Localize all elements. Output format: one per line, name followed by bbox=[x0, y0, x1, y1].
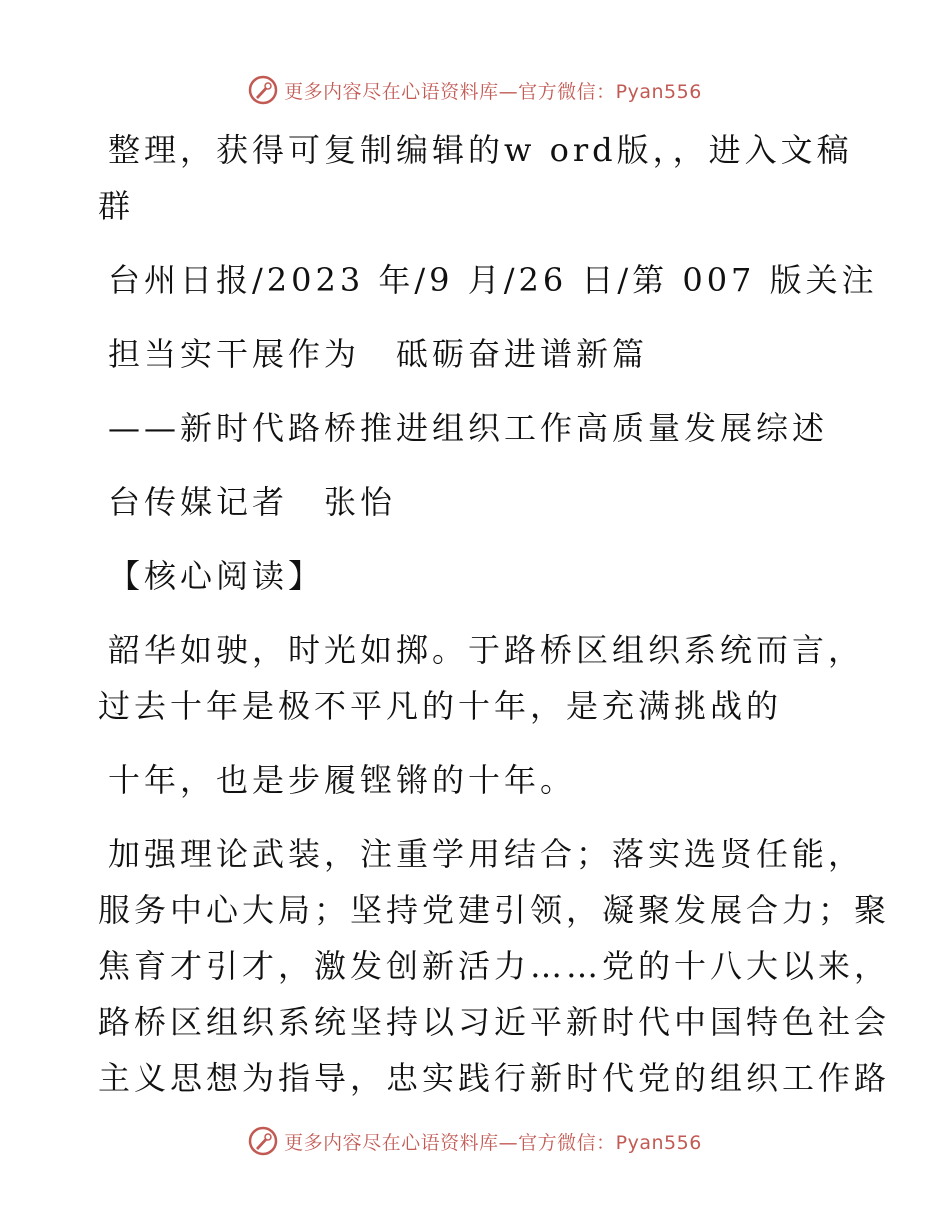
paragraph-line: 韶华如驶，时光如掷。于路桥区组织系统而言， bbox=[108, 631, 865, 669]
document-body bbox=[98, 122, 891, 1106]
paragraph-line: 过去十年是极不平凡的十年，是充满挑战的 bbox=[98, 687, 783, 725]
article-title: 担当实干展作为 砥砺奋进谱新篇 bbox=[108, 335, 649, 373]
paragraph-line: 整理，获得可复制编辑的w ord版，，进入文稿 bbox=[108, 131, 853, 169]
footer-watermark bbox=[0, 1123, 950, 1159]
header-watermark bbox=[0, 72, 950, 108]
paragraph-line: 群 bbox=[98, 187, 135, 225]
paragraph-line: 加强理论武装，注重学用结合；落实选贤任能， bbox=[108, 835, 865, 873]
red-quill-logo-icon bbox=[248, 1126, 278, 1156]
watermark-text: 更多内容尽在心语资料库—官方微信：Pyan556 bbox=[284, 1131, 702, 1154]
paragraph-line: 服务中心大局；坚持党建引领，凝聚发展合力；聚 bbox=[98, 891, 891, 929]
red-quill-logo-icon bbox=[248, 75, 278, 105]
article-byline: 台传媒记者 张怡 bbox=[108, 483, 397, 521]
section-heading: 【核心阅读】 bbox=[108, 557, 325, 595]
paragraph-line: 焦育才引才，激发创新活力……党的十八大以来， bbox=[98, 947, 891, 985]
watermark-text: 更多内容尽在心语资料库—官方微信：Pyan556 bbox=[284, 80, 702, 103]
publication-info: 台州日报/2023 年/9 月/26 日/第 007 版关注 bbox=[108, 261, 878, 299]
paragraph-line: 路桥区组织系统坚持以习近平新时代中国特色社会 bbox=[98, 1003, 891, 1041]
paragraph-line: 十年，也是步履铿锵的十年。 bbox=[108, 761, 577, 799]
article-subtitle: ——新时代路桥推进组织工作高质量发展综述 bbox=[108, 409, 829, 447]
paragraph-line: 主义思想为指导，忠实践行新时代党的组织工作路 bbox=[98, 1059, 891, 1097]
